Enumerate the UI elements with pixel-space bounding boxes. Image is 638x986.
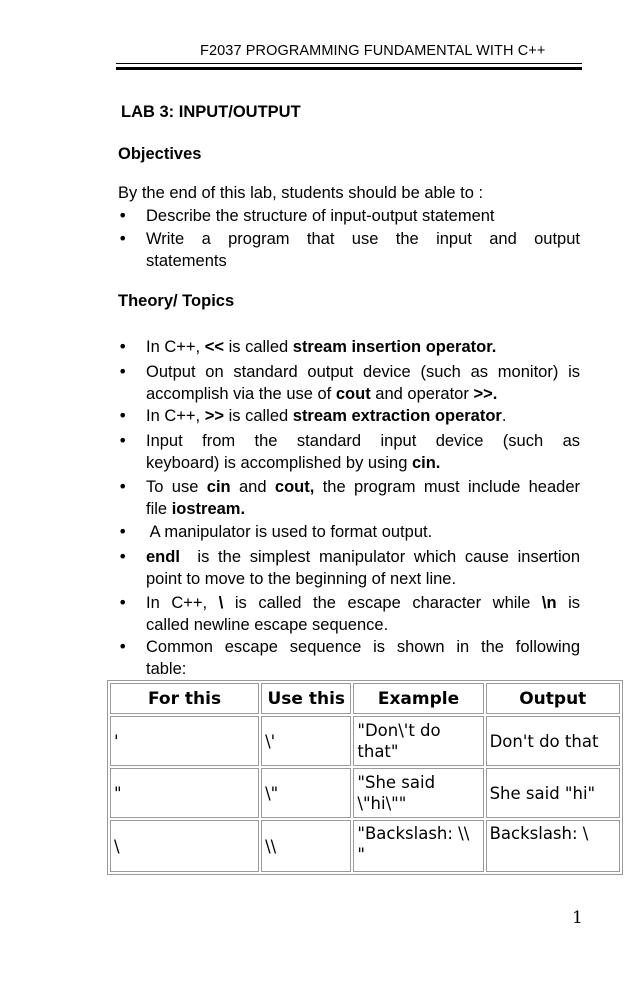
text-run: .	[501, 407, 507, 425]
theory-text: Input from the standard input device (such as	[146, 432, 580, 450]
page-number: 1	[572, 908, 583, 928]
theory-text-cont	[146, 383, 580, 405]
theory-text-cont: called newline escape sequence.	[146, 616, 389, 634]
bullet-icon: •	[118, 522, 128, 541]
table-cell: Backslash: \	[486, 820, 620, 872]
objective-text: Describe the structure of input-output statement	[146, 207, 495, 225]
text-run: To use	[146, 478, 207, 496]
text-run-bold: cout,	[274, 478, 315, 496]
table-row	[110, 820, 620, 872]
column-header: Output	[486, 683, 620, 714]
text-run-bold: endl	[146, 548, 180, 566]
table-cell: She said "hi"	[486, 768, 620, 818]
lab-title: LAB 3: INPUT/OUTPUT	[121, 103, 301, 121]
text-run: keyboard) is accomplished by using	[146, 454, 412, 472]
objectives-heading: Objectives	[118, 145, 202, 163]
text-run-bold: cout	[335, 385, 371, 403]
text-run-bold: stream insertion operator.	[292, 338, 497, 356]
text-run-bold: >>	[204, 407, 224, 425]
table-row	[110, 716, 620, 766]
theory-text-cont	[146, 498, 580, 520]
text-run: file	[146, 500, 172, 518]
text-run: is called	[223, 338, 293, 356]
text-run: the program must include header	[314, 478, 580, 496]
table-cell: "Don\'t do that"	[353, 716, 483, 766]
table-row	[110, 768, 620, 818]
text-run: and operator	[370, 385, 474, 403]
bullet-icon: •	[118, 206, 128, 225]
text-run: In C++,	[146, 594, 219, 612]
table-cell: \"	[261, 768, 351, 818]
theory-text-cont: point to move to the beginning of next line.	[146, 570, 457, 588]
theory-text	[146, 405, 580, 427]
header-rule	[116, 63, 582, 64]
bullet-icon: •	[118, 477, 128, 496]
objectives-intro: By the end of this lab, students should be able to :	[118, 184, 484, 202]
text-run-bold: stream extraction operator	[292, 407, 502, 425]
theory-text: Output on standard output device (such as monitor) is	[146, 363, 580, 381]
table-cell: Don't do that	[486, 716, 620, 766]
header-rule-thick	[116, 67, 582, 70]
text-run-bold: iostream.	[171, 500, 246, 518]
column-header: Use this	[261, 683, 351, 714]
theory-text: A manipulator is used to format output.	[146, 523, 433, 541]
theory-text	[146, 476, 580, 498]
theory-text: Common escape sequence is shown in the following	[146, 638, 580, 656]
bullet-icon: •	[118, 362, 128, 381]
text-run: is called the escape character while	[223, 594, 542, 612]
table-cell: \\	[261, 820, 351, 872]
bullet-icon: •	[118, 406, 128, 425]
text-run: is	[556, 594, 581, 612]
table-cell: "She said \"hi\""	[353, 768, 483, 818]
table-cell: '	[110, 716, 259, 766]
page-header: F2037 PROGRAMMING FUNDAMENTAL WITH C++	[200, 43, 546, 59]
bullet-icon: •	[118, 337, 128, 356]
text-run-bold: \n	[541, 594, 557, 612]
text-run-bold: \	[218, 594, 224, 612]
text-run-bold: >>.	[473, 385, 498, 403]
text-run: accomplish via the use of	[146, 385, 336, 403]
text-run: In C++,	[146, 407, 205, 425]
theory-text	[146, 592, 580, 614]
bullet-icon: •	[118, 593, 128, 612]
text-run-bold: cin.	[411, 454, 441, 472]
theory-text	[146, 546, 580, 568]
objective-text-cont: statements	[146, 252, 227, 270]
table-cell: \'	[261, 716, 351, 766]
escape-sequence-table	[107, 680, 623, 875]
text-run: In C++,	[146, 338, 205, 356]
table-cell: "Backslash: \\ "	[353, 820, 483, 872]
theory-heading: Theory/ Topics	[118, 292, 235, 310]
bullet-icon: •	[118, 431, 128, 450]
text-run-bold: <<	[204, 338, 224, 356]
text-run: is called	[223, 407, 293, 425]
theory-text-cont: table:	[146, 660, 187, 678]
column-header: Example	[353, 683, 483, 714]
column-header: For this	[110, 683, 259, 714]
bullet-icon: •	[118, 229, 128, 248]
bullet-icon: •	[118, 637, 128, 656]
theory-text-cont	[146, 452, 580, 474]
bullet-icon: •	[118, 547, 128, 566]
table-cell: \	[110, 820, 259, 872]
text-run-bold: cin	[206, 478, 231, 496]
table-header-row	[110, 683, 620, 714]
text-run: and	[230, 478, 275, 496]
objective-text: Write a program that use the input and output	[146, 230, 580, 248]
theory-text	[146, 336, 580, 358]
table-cell: "	[110, 768, 259, 818]
text-run: is the simplest manipulator which cause insertion	[179, 548, 580, 566]
